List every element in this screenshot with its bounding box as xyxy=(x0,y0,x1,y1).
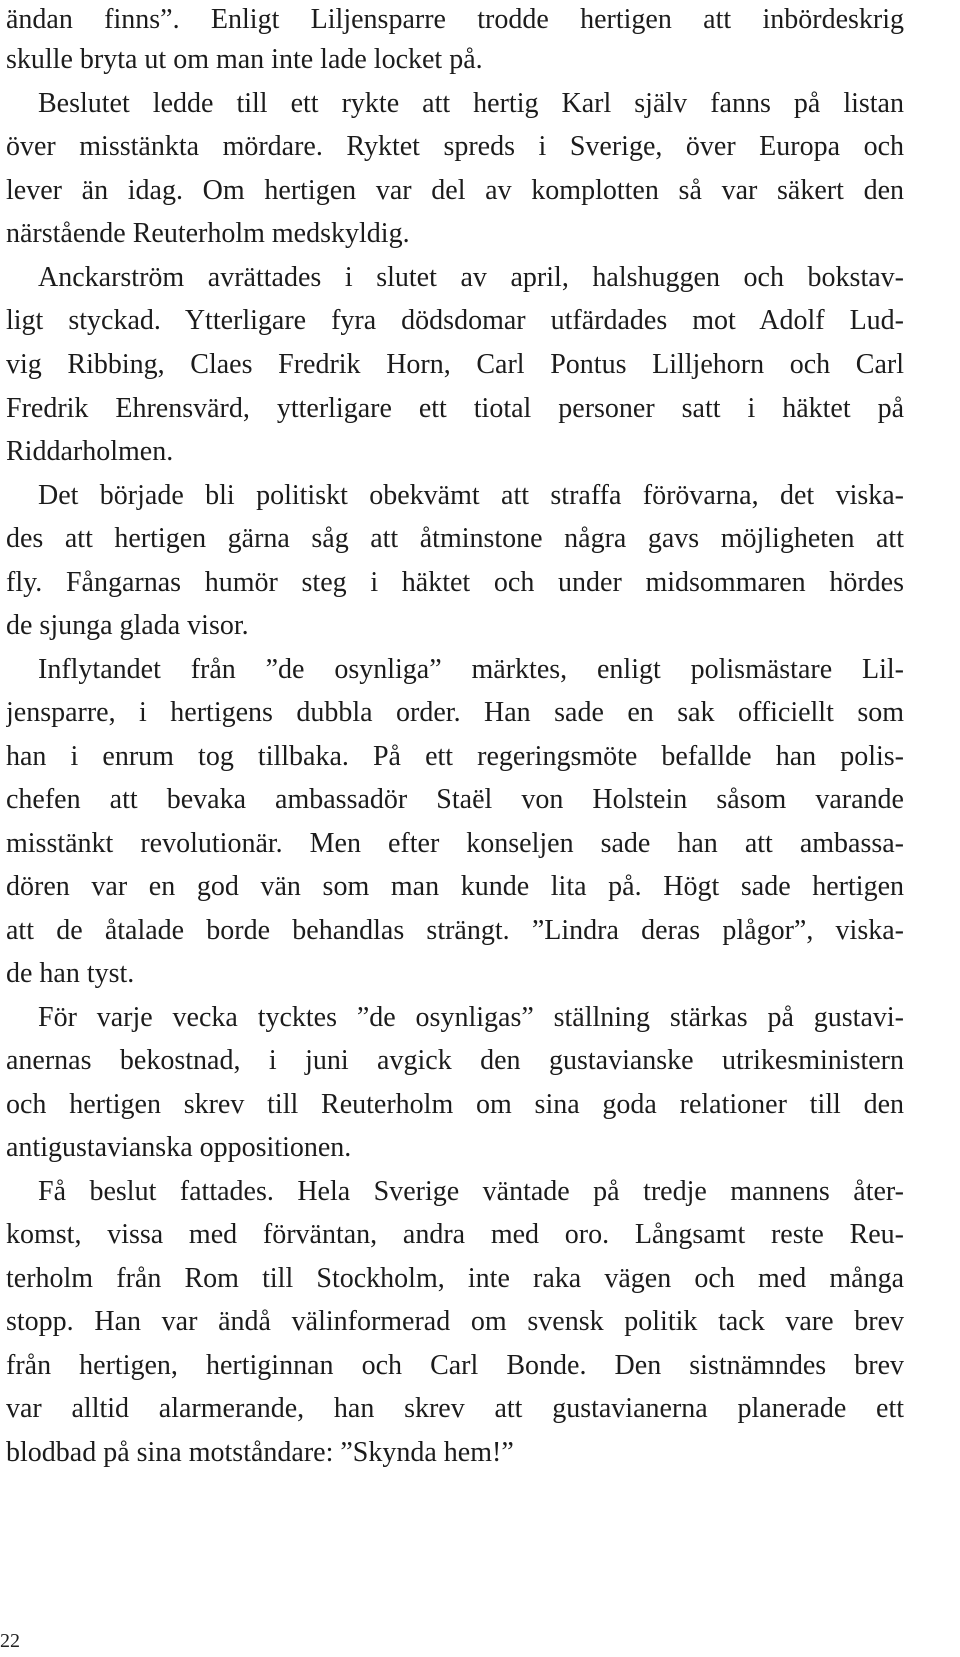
paragraph-first-line: Det började bli politiskt obekvämt att straffa förövarna, det viska- xyxy=(38,480,904,511)
text-line: ligt styckad. Ytterligare fyra dödsdomar utfärdades mot Adolf Lud- xyxy=(6,305,904,336)
paragraph-first-line: Inflytandet från ”de osynliga” märktes, enligt polismästare Lil- xyxy=(38,654,904,685)
paragraph-first-line: För varje vecka tycktes ”de osynligas” ställning stärkas på gustavi- xyxy=(38,1002,904,1033)
text-line: komst, vissa med förväntan, andra med oro. Långsamt reste Reu- xyxy=(6,1219,904,1250)
text-line: närstående Reuterholm medskyldig. xyxy=(6,218,410,249)
text-line: dören var en god vän som man kunde lita på. Högt sade hertigen xyxy=(6,871,904,902)
text-line: över misstänkta mördare. Ryktet spreds i Sverige, över Europa och xyxy=(6,131,904,162)
text-line: han i enrum tog tillbaka. På ett regeringsmöte befallde han polis- xyxy=(6,741,904,772)
text-line: anernas bekostnad, i juni avgick den gustavianske utrikesministern xyxy=(6,1045,904,1076)
text-line: och hertigen skrev till Reuterholm om sina goda relationer till den xyxy=(6,1089,904,1120)
text-line: chefen att bevaka ambassadör Staël von Holstein såsom varande xyxy=(6,784,904,815)
paragraph-first-line: Anckarström avrättades i slutet av april, halshuggen och bokstav- xyxy=(38,262,904,293)
text-line: skulle bryta ut om man inte lade locket på. xyxy=(6,44,483,75)
text-line: Riddarholmen. xyxy=(6,436,174,467)
text-line: att de åtalade borde behandlas strängt. ”Lindra deras plågor”, viska- xyxy=(6,915,904,946)
text-line: fly. Fångarnas humör steg i häktet och under midsommaren hördes xyxy=(6,567,904,598)
book-page xyxy=(6,0,904,1657)
text-line: de han tyst. xyxy=(6,958,135,989)
text-line: ändan finns”. Enligt Liljensparre trodde hertigen att inbördeskrig xyxy=(6,4,904,35)
text-line: de sjunga glada visor. xyxy=(6,610,249,641)
text-line: stopp. Han var ändå välinformerad om svensk politik tack vare brev xyxy=(6,1306,904,1337)
text-line: blodbad på sina motståndare: ”Skynda hem!” xyxy=(6,1437,514,1468)
text-line: jensparre, i hertigens dubbla order. Han sade en sak officiellt som xyxy=(6,697,904,728)
paragraph-first-line: Beslutet ledde till ett rykte att hertig Karl själv fanns på listan xyxy=(38,88,904,119)
text-line: från hertigen, hertiginnan och Carl Bonde. Den sistnämndes brev xyxy=(6,1350,904,1381)
text-line: misstänkt revolutionär. Men efter konseljen sade han att ambassa- xyxy=(6,828,904,859)
text-line: Fredrik Ehrensvärd, ytterligare ett tiotal personer satt i häktet på xyxy=(6,393,904,424)
page-number: 22 xyxy=(0,1630,20,1652)
text-line: des att hertigen gärna såg att åtminstone några gavs möjligheten att xyxy=(6,523,904,554)
text-line: antigustavianska oppositionen. xyxy=(6,1132,352,1163)
text-line: var alltid alarmerande, han skrev att gustavianerna planerade ett xyxy=(6,1393,904,1424)
text-line: terholm från Rom till Stockholm, inte raka vägen och med många xyxy=(6,1263,904,1294)
text-line: lever än idag. Om hertigen var del av komplotten så var säkert den xyxy=(6,175,904,206)
text-line: vig Ribbing, Claes Fredrik Horn, Carl Pontus Lilljehorn och Carl xyxy=(6,349,904,380)
paragraph-first-line: Få beslut fattades. Hela Sverige väntade på tredje mannens åter- xyxy=(38,1176,904,1207)
